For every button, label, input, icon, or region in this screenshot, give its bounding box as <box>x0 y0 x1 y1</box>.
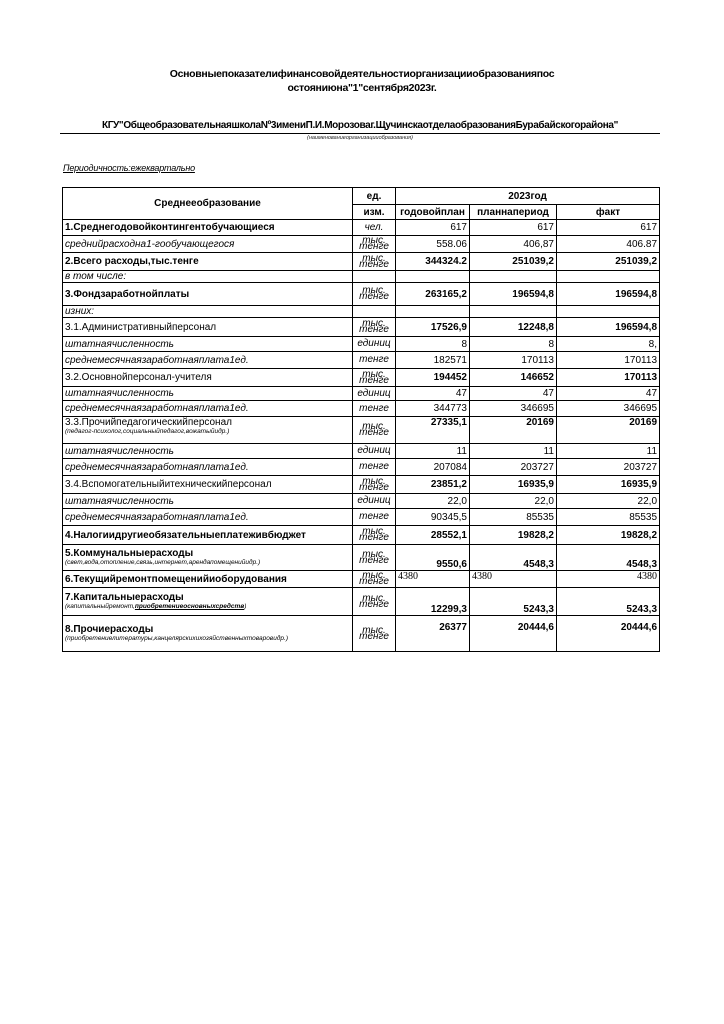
value-fact: 85535 <box>557 509 660 526</box>
row-unit: единиц <box>353 387 396 401</box>
value-fact: 4380 <box>557 571 660 588</box>
value-fact: 196594,8 <box>557 318 660 337</box>
row-unit: тыс. тенге <box>353 616 396 652</box>
value-plan-year: 11 <box>396 444 470 459</box>
value-fact: 406.87 <box>557 236 660 253</box>
value-plan-period: 4380 <box>470 571 557 588</box>
row-unit: единиц <box>353 337 396 352</box>
row-unit: чел. <box>353 220 396 236</box>
table-row <box>63 417 660 444</box>
value-plan-period: 5243,3 <box>470 588 557 616</box>
row-label-detail-emphasis: приобретениеосновныхсредств <box>134 603 245 610</box>
row-label: среднемесячнаязаработнаяплата1ед. <box>63 401 353 417</box>
row-unit: тенге <box>353 401 396 417</box>
value-plan-year: 617 <box>396 220 470 236</box>
row-unit: тенге <box>353 352 396 369</box>
value-plan-period: 12248,8 <box>470 318 557 337</box>
value-plan-year: 194452 <box>396 369 470 387</box>
table-row <box>63 526 660 545</box>
header-fact: факт <box>557 205 660 220</box>
value-fact: 170113 <box>557 369 660 387</box>
row-label: среднемесячнаязаработнаяплата1ед. <box>63 459 353 476</box>
value-fact: 8, <box>557 337 660 352</box>
value-plan-period: 4548,3 <box>470 545 557 571</box>
table-row <box>63 509 660 526</box>
value-plan-year: 27335,1 <box>396 417 470 444</box>
row-label-detail: (приобретениелитературы,канцелярскихихозяйственныхтоваровидр.) <box>65 635 288 642</box>
row-label <box>63 545 353 571</box>
row-label: среднийрасходна1-гообучающегося <box>63 236 353 253</box>
table-row <box>63 253 660 271</box>
value-plan-year: 28552,1 <box>396 526 470 545</box>
value-plan-period: 406,87 <box>470 236 557 253</box>
value-fact: 251039,2 <box>557 253 660 271</box>
value-fact: 346695 <box>557 401 660 417</box>
row-label: в том числе: <box>63 271 353 283</box>
report-title-line-2: остояниюна"1"сентября2023г. <box>287 82 437 94</box>
table-row <box>63 220 660 236</box>
value-fact: 47 <box>557 387 660 401</box>
row-unit: тыс. тенге <box>353 283 396 306</box>
value-plan-period: 16935,9 <box>470 476 557 494</box>
organization-name: КГУ"ОбщеобразовательнаяшколаNº3имениП.И.Морозоваг.ЩучинскаотделаобразованияБурабайскогорайона" <box>101 120 618 131</box>
table-row <box>63 588 660 616</box>
header-year: 2023год <box>396 188 660 205</box>
value-plan-period: 196594,8 <box>470 283 557 306</box>
organization-underline <box>60 133 660 134</box>
value-fact: 20169 <box>557 417 660 444</box>
table-row <box>63 306 660 318</box>
value-plan-year: 90345,5 <box>396 509 470 526</box>
table-row <box>63 401 660 417</box>
row-unit: единиц <box>353 444 396 459</box>
row-label-detail: (свет,вода,отопление,связь,интернет,арендапомещенийидр.) <box>65 559 261 566</box>
row-label-main: 7.Капитальныерасходы <box>65 592 184 603</box>
row-unit: единиц <box>353 494 396 509</box>
value-plan-year: 17526,9 <box>396 318 470 337</box>
row-unit: тыс. тенге <box>353 526 396 545</box>
row-label-main: 5.Коммунальныерасходы <box>65 548 194 559</box>
value-plan-year: 344324.2 <box>396 253 470 271</box>
value-plan-period: 146652 <box>470 369 557 387</box>
row-label-main: 3.3.Прочийпедагогическийперсонал <box>65 417 232 428</box>
financial-indicators-table <box>62 187 660 652</box>
value-plan-year: 344773 <box>396 401 470 417</box>
value-fact: 20444,6 <box>557 616 660 652</box>
periodicity: Периодичность:ежеквартально <box>63 163 195 173</box>
row-label: штатнаячисленность <box>63 387 353 401</box>
value-plan-year: 12299,3 <box>396 588 470 616</box>
row-label: среднемесячнаязаработнаяплата1ед. <box>63 509 353 526</box>
value-plan-year: 207084 <box>396 459 470 476</box>
value-fact: 22,0 <box>557 494 660 509</box>
value-plan-year: 22,0 <box>396 494 470 509</box>
value-plan-period: 20169 <box>470 417 557 444</box>
row-unit: тыс. тенге <box>353 476 396 494</box>
row-unit: тыс. тенге <box>353 318 396 337</box>
value-plan-period: 170113 <box>470 352 557 369</box>
row-unit: тыс. тенге <box>353 253 396 271</box>
row-label-main: 8.Прочиерасходы <box>65 624 154 635</box>
row-label <box>63 417 353 444</box>
value-plan-year: 8 <box>396 337 470 352</box>
row-label: 1.Среднегодовойконтингентобучающиеся <box>63 220 353 236</box>
value-plan-period: 85535 <box>470 509 557 526</box>
table-row <box>63 387 660 401</box>
value-fact: 170113 <box>557 352 660 369</box>
header-unit-bottom: изм. <box>353 205 396 220</box>
value-plan-year: 47 <box>396 387 470 401</box>
header-unit-top: ед. <box>353 188 396 205</box>
row-unit: тыс. тенге <box>353 571 396 588</box>
value-plan-year: 263165,2 <box>396 283 470 306</box>
row-unit: тенге <box>353 459 396 476</box>
row-label: штатнаячисленность <box>63 337 353 352</box>
table-row <box>63 236 660 253</box>
value-plan-period: 251039,2 <box>470 253 557 271</box>
row-label: 3.Фондзаработнойплаты <box>63 283 353 306</box>
row-unit: тыс. тенге <box>353 417 396 444</box>
value-plan-period: 203727 <box>470 459 557 476</box>
table-row <box>63 571 660 588</box>
row-label <box>63 616 353 652</box>
row-label: штатнаячисленность <box>63 444 353 459</box>
table-row <box>63 545 660 571</box>
row-unit: тыс. тенге <box>353 545 396 571</box>
row-label: среднемесячнаязаработнаяплата1ед. <box>63 352 353 369</box>
row-unit: тыс. тенге <box>353 588 396 616</box>
value-fact: 617 <box>557 220 660 236</box>
header-plan-period: планнапериод <box>470 205 557 220</box>
row-unit: тенге <box>353 509 396 526</box>
value-plan-period: 19828,2 <box>470 526 557 545</box>
row-label <box>63 588 353 616</box>
value-plan-year: 4380 <box>396 571 470 588</box>
value-plan-period: 47 <box>470 387 557 401</box>
row-label-detail: (капитальныйремонт,приобретениеосновныхсредств) <box>65 603 247 610</box>
table-row <box>63 494 660 509</box>
value-fact: 11 <box>557 444 660 459</box>
header-plan-year: годовойплан <box>396 205 470 220</box>
row-label: штатнаячисленность <box>63 494 353 509</box>
value-plan-period: 346695 <box>470 401 557 417</box>
value-plan-year: 23851,2 <box>396 476 470 494</box>
table-row <box>63 369 660 387</box>
value-fact: 196594,8 <box>557 283 660 306</box>
table-row <box>63 352 660 369</box>
table-row <box>63 318 660 337</box>
row-label: 3.1.Административныйперсонал <box>63 318 353 337</box>
row-unit: тыс. тенге <box>353 236 396 253</box>
value-plan-year: 558.06 <box>396 236 470 253</box>
value-plan-period: 22,0 <box>470 494 557 509</box>
report-title-line-1: Основныепоказателифинансовойдеятельностиорганизацииобразованияпос <box>169 68 555 80</box>
value-fact: 19828,2 <box>557 526 660 545</box>
row-label: 2.Всего расходы,тыс.тенге <box>63 253 353 271</box>
table-row <box>63 283 660 306</box>
value-plan-year: 182571 <box>396 352 470 369</box>
value-fact: 203727 <box>557 459 660 476</box>
row-label-detail: (педагог-психолог,социальныйпедагог,вожатыйидр.) <box>65 428 230 435</box>
row-unit: тыс. тенге <box>353 369 396 387</box>
row-label: 3.2.Основнойперсонал-учителя <box>63 369 353 387</box>
row-label: 4.Налогиидругиеобязательныеплатеживбюджет <box>63 526 353 545</box>
value-fact: 4548,3 <box>557 545 660 571</box>
table-row <box>63 271 660 283</box>
table-row <box>63 476 660 494</box>
value-fact: 16935,9 <box>557 476 660 494</box>
table-row <box>63 337 660 352</box>
value-plan-year: 26377 <box>396 616 470 652</box>
header-category: Среднееобразование <box>63 188 353 220</box>
value-plan-period: 11 <box>470 444 557 459</box>
value-plan-period: 20444,6 <box>470 616 557 652</box>
table-row <box>63 459 660 476</box>
value-plan-period: 8 <box>470 337 557 352</box>
organization-caption: (наименованиеорганизацииобразования) <box>307 135 413 141</box>
value-plan-period: 617 <box>470 220 557 236</box>
table-row <box>63 616 660 652</box>
value-fact: 5243,3 <box>557 588 660 616</box>
table-row <box>63 444 660 459</box>
value-plan-year: 9550,6 <box>396 545 470 571</box>
row-label: 3.4.Вспомогательныйитехническийперсонал <box>63 476 353 494</box>
row-label: 6.Текущийремонтпомещенийиоборудования <box>63 571 353 588</box>
row-label: изних: <box>63 306 353 318</box>
